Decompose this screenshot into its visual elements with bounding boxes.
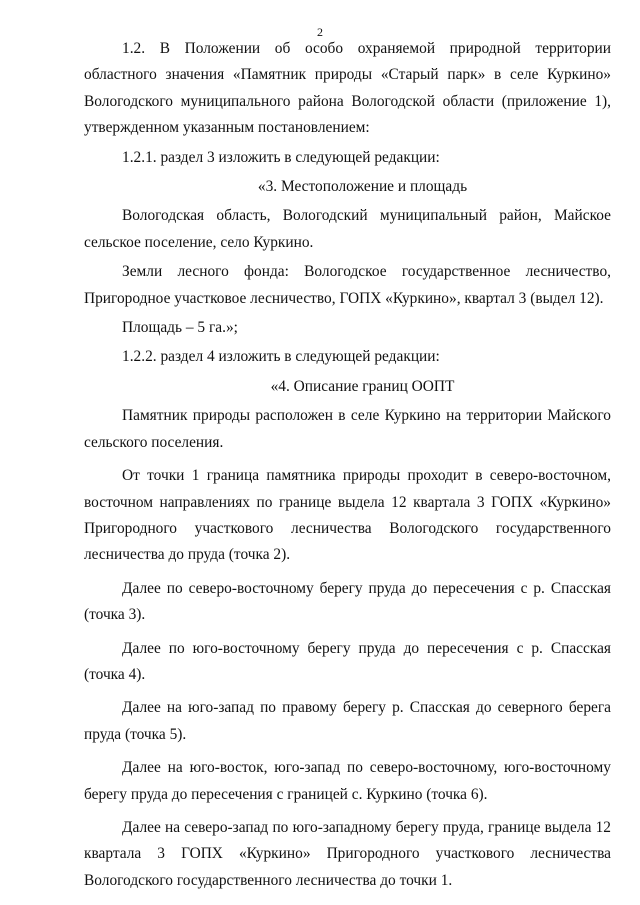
boundary-point-5-paragraph: Далее на юго-запад по правому берегу р. Спасская до северного берега пруда (точка 5). bbox=[84, 699, 611, 743]
boundary-point-1-paragraph: От точки 1 граница памятника природы проходит в северо-восточном, восточном направлениях по границе выдела 12 квартала 3 ГОПХ «Куркино» Пригородного участкового лесничества Вологодского государственного лесничества до пруда (точка 2). bbox=[84, 467, 611, 564]
document-body bbox=[84, 36, 611, 894]
section-4-heading: «4. Описание границ ООПТ bbox=[270, 377, 455, 395]
page-number: 2 bbox=[317, 25, 323, 39]
location-paragraph: Вологодская область, Вологодский муниципальный район, Майское сельское поселение, село Куркино. bbox=[84, 207, 611, 251]
section-3-heading: «3. Местоположение и площадь bbox=[257, 178, 468, 196]
boundary-point-3-paragraph: Далее по северо-восточному берегу пруда до пересечения с р. Спасская (точка 3). bbox=[84, 579, 611, 624]
boundary-return-paragraph: Далее на северо-запад по юго-западному берегу пруда, границе выдела 12 квартала 3 ГОПХ «Куркино» Пригородного участкового лесничества Вологодского государственного лесничества до точки 1. bbox=[84, 818, 611, 889]
boundary-point-6-paragraph: Далее на юго-восток, юго-запад по северо-восточному, юго-восточному берегу пруда до пересечения с границей с. Куркино (точка 6). bbox=[84, 759, 611, 803]
paragraph-1-2: 1.2. В Положении об особо охраняемой природной территории областного значения «Памятник природы «Старый парк» в селе Куркино» Вологодского муниципального района Вологодской области (приложение 1), утвержденном указанным постановлением: bbox=[84, 40, 611, 137]
paragraph-1-2-1: 1.2.1. раздел 3 изложить в следующей редакции: bbox=[122, 148, 440, 166]
monument-location-paragraph: Памятник природы расположен в селе Куркино на территории Майского сельского поселения. bbox=[84, 407, 611, 451]
paragraph-1-2-2: 1.2.2. раздел 4 изложить в следующей редакции: bbox=[122, 348, 440, 366]
area-paragraph: Площадь – 5 га.»; bbox=[122, 319, 238, 337]
forest-fund-paragraph: Земли лесного фонда: Вологодское государственное лесничество, Пригородное участковое лесничество, ГОПХ «Куркино», квартал 3 (выдел 12). bbox=[84, 263, 611, 307]
boundary-point-4-paragraph: Далее по юго-восточному берегу пруда до пересечения с р. Спасская (точка 4). bbox=[84, 639, 611, 683]
